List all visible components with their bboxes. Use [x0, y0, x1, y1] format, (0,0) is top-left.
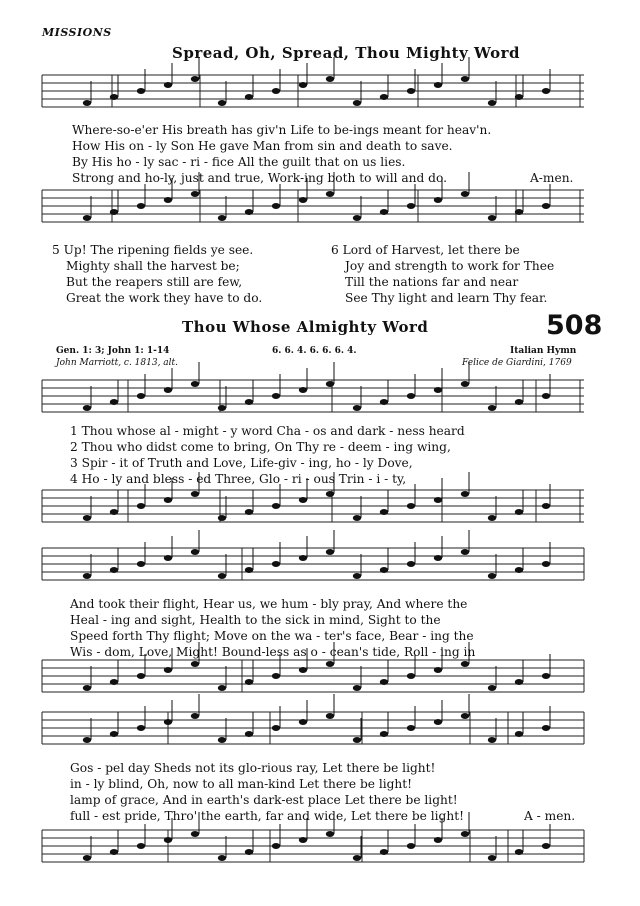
note-head [137, 843, 145, 849]
sys3-verse-2: in - ly blind, Oh, now to all man-kind Let there be light! [70, 777, 413, 791]
note-head [542, 503, 550, 509]
main-amen: A - men. [524, 809, 576, 823]
note-head [164, 387, 172, 393]
note-head [110, 209, 118, 215]
note-head [218, 573, 226, 579]
note-head [542, 88, 550, 94]
note-head [83, 100, 91, 106]
note-head [245, 567, 253, 573]
note-head [380, 731, 388, 737]
note-head [326, 549, 334, 555]
note-head [299, 497, 307, 503]
stanza6-line2: Joy and strength to work for Thee [345, 259, 555, 273]
hymn-main-title: Thou Whose Almighty Word [182, 318, 429, 336]
note-head [407, 561, 415, 567]
note-head [245, 209, 253, 215]
note-head [542, 393, 550, 399]
note-head [191, 713, 199, 719]
note-head [380, 679, 388, 685]
note-head [218, 855, 226, 861]
note-head [299, 387, 307, 393]
note-head [110, 849, 118, 855]
note-head [407, 843, 415, 849]
stanza5-line4: Great the work they have to do. [66, 291, 263, 305]
note-head [488, 573, 496, 579]
note-head [110, 679, 118, 685]
note-head [245, 509, 253, 515]
note-head [434, 837, 442, 843]
note-head [272, 503, 280, 509]
note-head [218, 405, 226, 411]
note-head [326, 491, 334, 497]
note-head [434, 497, 442, 503]
note-head [245, 399, 253, 405]
note-head [515, 567, 523, 573]
note-head [272, 725, 280, 731]
note-head [191, 831, 199, 837]
note-head [164, 667, 172, 673]
meter: 6. 6. 4. 6. 6. 6. 4. [272, 346, 357, 356]
top-verse-1: Where-so-e'er His breath has giv'n Life to be-ings meant for heav'n. [72, 123, 492, 137]
section-label: MISSIONS [42, 26, 112, 39]
note-head [191, 661, 199, 667]
author-credit: John Marriott, c. 1813, alt. [56, 358, 179, 368]
note-head [380, 509, 388, 515]
note-head [461, 831, 469, 837]
scripture-ref: Gen. 1: 3; John 1: 1-14 [56, 346, 170, 356]
note-head [461, 191, 469, 197]
note-head [191, 491, 199, 497]
note-head [245, 731, 253, 737]
note-head [191, 76, 199, 82]
note-head [407, 203, 415, 209]
note-head [542, 673, 550, 679]
hymn-number: 508 [546, 310, 603, 341]
note-head [137, 725, 145, 731]
sys2-verse-1: And took their flight, Hear us, we hum - bly pray, And where the [70, 597, 468, 611]
note-head [218, 737, 226, 743]
note-head [461, 491, 469, 497]
note-head [488, 215, 496, 221]
note-head [542, 843, 550, 849]
note-head [110, 567, 118, 573]
composer-credit: Felice de Giardini, 1769 [462, 358, 572, 368]
note-head [137, 673, 145, 679]
note-head [407, 503, 415, 509]
note-head [326, 191, 334, 197]
note-head [164, 497, 172, 503]
note-head [164, 719, 172, 725]
note-head [488, 100, 496, 106]
note-head [488, 515, 496, 521]
note-head [164, 197, 172, 203]
note-head [110, 731, 118, 737]
note-head [83, 573, 91, 579]
note-head [164, 82, 172, 88]
note-head [272, 561, 280, 567]
note-head [380, 209, 388, 215]
note-head [164, 555, 172, 561]
note-head [299, 82, 307, 88]
note-head [515, 209, 523, 215]
note-head [461, 381, 469, 387]
note-head [245, 679, 253, 685]
note-head [488, 855, 496, 861]
note-head [380, 94, 388, 100]
sys3-verse-3: lamp of grace, And in earth's dark-est place Let there be light! [70, 793, 458, 807]
stanza5-line2: Mighty shall the harvest be; [66, 259, 240, 273]
note-head [110, 509, 118, 515]
note-head [137, 88, 145, 94]
stanza5-line3: But the reapers still are few, [66, 275, 243, 289]
note-head [380, 567, 388, 573]
note-head [353, 215, 361, 221]
note-head [353, 405, 361, 411]
note-head [110, 94, 118, 100]
stanza6-line1: 6 Lord of Harvest, let there be [331, 243, 520, 257]
top-amen: A-men. [530, 171, 574, 185]
note-head [299, 197, 307, 203]
note-head [272, 203, 280, 209]
sys2-verse-3: Speed forth Thy flight; Move on the wa - ter's face, Bear - ing the [70, 629, 474, 643]
note-head [434, 719, 442, 725]
note-head [272, 673, 280, 679]
note-head [326, 661, 334, 667]
note-head [191, 191, 199, 197]
note-head [83, 215, 91, 221]
note-head [83, 405, 91, 411]
note-head [542, 725, 550, 731]
note-head [488, 405, 496, 411]
stanza6-line3: Till the nations far and near [345, 275, 519, 289]
top-verse-2: How His on - ly Son He gave Man from sin and death to save. [72, 139, 453, 153]
note-head [272, 88, 280, 94]
note-head [137, 203, 145, 209]
note-head [488, 737, 496, 743]
note-head [218, 215, 226, 221]
note-head [326, 381, 334, 387]
note-head [515, 849, 523, 855]
sys2-verse-4: Wis - dom, Love, Might! Bound-less as o - cean's tide, Roll - ing in [70, 645, 476, 659]
note-head [353, 737, 361, 743]
note-head [407, 673, 415, 679]
sys1-verse-2: 2 Thou who didst come to bring, On Thy re - deem - ing wing, [70, 440, 451, 454]
note-head [380, 399, 388, 405]
note-head [110, 399, 118, 405]
note-head [461, 661, 469, 667]
note-head [272, 393, 280, 399]
note-head [83, 515, 91, 521]
note-head [407, 393, 415, 399]
note-head [353, 855, 361, 861]
note-head [245, 849, 253, 855]
note-head [299, 719, 307, 725]
top-verse-3: By His ho - ly sac - ri - fice All the guilt that on us lies. [72, 155, 406, 169]
note-head [137, 561, 145, 567]
note-head [542, 203, 550, 209]
note-head [515, 94, 523, 100]
note-head [434, 667, 442, 673]
note-head [407, 725, 415, 731]
sys1-verse-4: 4 Ho - ly and bless - ed Three, Glo - ri - ous Trin - i - ty, [70, 472, 407, 486]
note-head [353, 573, 361, 579]
note-head [515, 679, 523, 685]
note-head [461, 549, 469, 555]
note-head [353, 100, 361, 106]
sys3-verse-1: Gos - pel day Sheds not its glo-rious ray, Let there be light! [70, 761, 436, 775]
note-head [515, 399, 523, 405]
note-head [515, 731, 523, 737]
note-head [353, 515, 361, 521]
note-head [434, 387, 442, 393]
note-head [299, 667, 307, 673]
note-head [191, 381, 199, 387]
sys3-verse-4: full - est pride, Thro' the earth, far and wide, Let there be light! [70, 809, 464, 823]
note-head [137, 503, 145, 509]
note-head [407, 88, 415, 94]
note-head [434, 555, 442, 561]
note-head [326, 76, 334, 82]
note-head [164, 837, 172, 843]
note-head [191, 549, 199, 555]
note-head [83, 737, 91, 743]
top-verse-4: Strong and ho-ly, just and true, Work-ing both to will and do. [72, 171, 447, 185]
note-head [380, 849, 388, 855]
note-head [326, 831, 334, 837]
note-head [218, 515, 226, 521]
note-head [272, 843, 280, 849]
hymn-top-title: Spread, Oh, Spread, Thou Mighty Word [172, 44, 521, 62]
note-head [326, 713, 334, 719]
note-head [299, 555, 307, 561]
note-head [461, 713, 469, 719]
sys1-verse-1: 1 Thou whose al - might - y word Cha - os and dark - ness heard [70, 424, 465, 438]
note-head [542, 561, 550, 567]
note-head [299, 837, 307, 843]
stanza5-line1: 5 Up! The ripening fields ye see. [52, 243, 254, 257]
note-head [245, 94, 253, 100]
note-head [83, 685, 91, 691]
note-head [218, 100, 226, 106]
stanza6-line4: See Thy light and learn Thy fear. [345, 291, 548, 305]
tune-name: Italian Hymn [510, 346, 577, 356]
note-head [488, 685, 496, 691]
note-head [353, 685, 361, 691]
note-head [515, 509, 523, 515]
note-head [137, 393, 145, 399]
note-head [434, 197, 442, 203]
note-head [83, 855, 91, 861]
note-head [461, 76, 469, 82]
note-head [218, 685, 226, 691]
sys1-verse-3: 3 Spir - it of Truth and Love, Life-giv - ing, ho - ly Dove, [70, 456, 413, 470]
sys2-verse-2: Heal - ing and sight, Health to the sick in mind, Sight to the [70, 613, 441, 627]
note-head [434, 82, 442, 88]
